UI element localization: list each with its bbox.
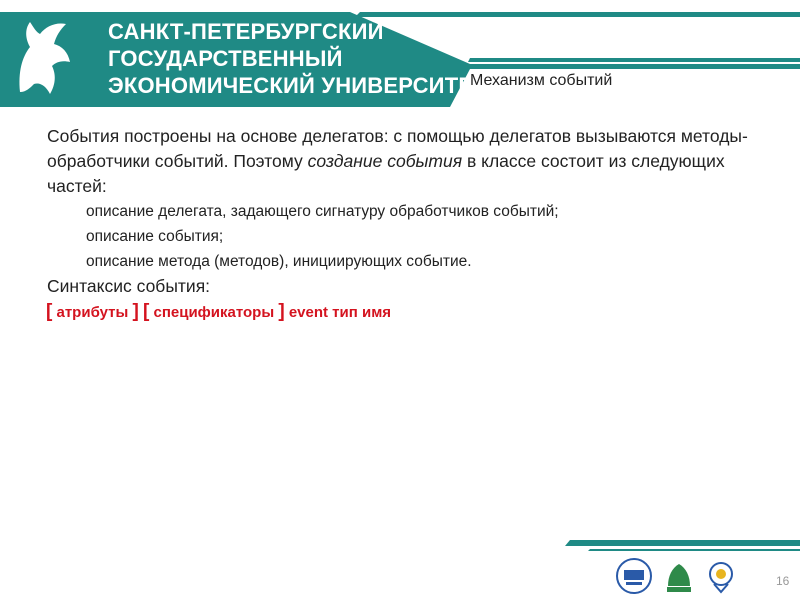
syntax-attributes: атрибуты bbox=[52, 304, 133, 321]
medal-logo-icon bbox=[706, 556, 736, 596]
bracket-close: ] bbox=[132, 301, 139, 322]
university-name bbox=[108, 18, 487, 99]
bullet-text-b: в классе состоит из следующих частей: bbox=[47, 151, 725, 196]
section-title: Механизм событий bbox=[470, 72, 613, 89]
griffin-logo-icon bbox=[0, 12, 80, 104]
university-name-line3: ЭКОНОМИЧЕСКИЙ УНИВЕРСИТЕТ bbox=[108, 73, 487, 98]
university-name-line2: ГОСУДАРСТВЕННЫЙ bbox=[108, 46, 343, 71]
sub-item bbox=[32, 224, 772, 249]
bullet-icon bbox=[32, 274, 47, 299]
sub-bullet-icon bbox=[76, 199, 86, 224]
bullet-text bbox=[47, 124, 772, 199]
bullet-text-a: События построены на основе делегатов: с помощью делегатов вызываются методы-обработчики событий. Поэтому bbox=[47, 126, 748, 171]
sub-item-text: описание делегата, задающего сигнатуру обработчиков событий; bbox=[86, 203, 559, 220]
sub-item-text: описание события; bbox=[86, 228, 224, 245]
syntax-type-name: тип имя bbox=[328, 304, 392, 321]
bullet-syntax bbox=[32, 274, 772, 299]
university-name-line1: САНКТ-ПЕТЕРБУРГСКИЙ bbox=[108, 19, 384, 44]
syntax-event-keyword: event bbox=[284, 304, 329, 321]
emblem-logo-icon bbox=[614, 556, 654, 596]
bracket-close: ] bbox=[278, 301, 285, 322]
sub-bullet-icon bbox=[76, 249, 86, 274]
bullet-icon bbox=[32, 124, 47, 199]
bracket-open: [ bbox=[142, 301, 150, 322]
page-number: 16 bbox=[776, 574, 790, 588]
sub-item-text: описание метода (методов), инициирующих событие. bbox=[86, 253, 472, 270]
sub-bullet-icon bbox=[76, 224, 86, 249]
event-syntax bbox=[32, 299, 772, 325]
bullet-text: Синтаксис события: bbox=[47, 276, 211, 296]
bullet-events-delegates bbox=[32, 124, 772, 199]
sub-item bbox=[32, 199, 772, 224]
fineq-logo-icon bbox=[662, 556, 696, 598]
syntax-specifiers: спецификаторы bbox=[149, 304, 279, 321]
slide-content bbox=[32, 124, 772, 325]
bracket-open: [ bbox=[46, 301, 53, 322]
sub-item bbox=[32, 249, 772, 274]
header-band bbox=[0, 12, 800, 112]
bullet-text-emphasis: создание события bbox=[307, 151, 463, 171]
